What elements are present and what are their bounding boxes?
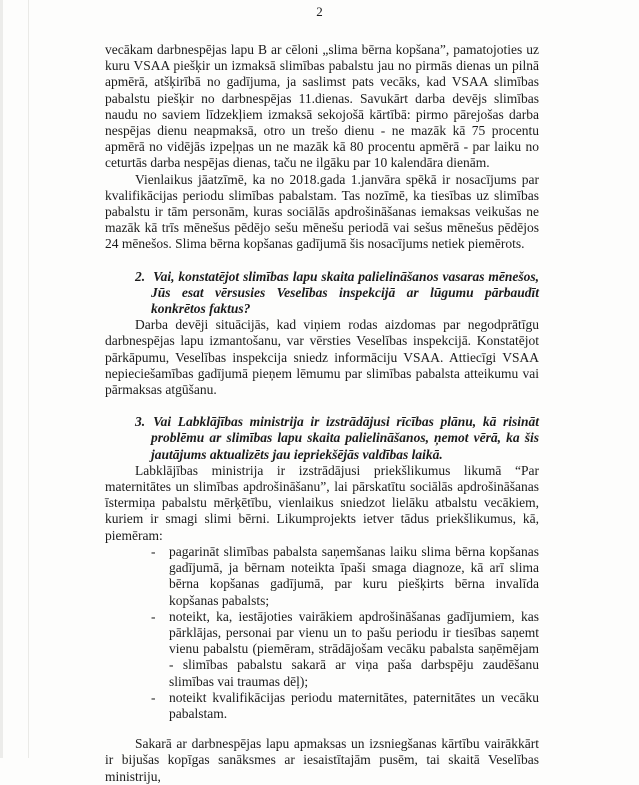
question-2-text: Vai, konstatējot slimības lapu skaita palielināšanos vasaras mēnešos, Jūs esat vērsusies Veselības inspekcijā ar lūgumu pārbaudīt konkrētos faktus? xyxy=(151,268,539,317)
paragraph-continuation: vecākam darbnespējas lapu B ar cēloni „slima bērna kopšana”, pamatojoties uz kuru VSAA piešķir un izmaksā slimības pabalstu jau no pirmās dienas un pilnā apmērā, atšķirībā no gadījuma, ja saslimst pats vecāks, kad VSAA slimības pabalstu piešķir no darbnespējas 11.dienas. Savukārt darba devējs slimības naudu no saviem līdzekļiem izmaksā sekojošā kārtībā: pirmo pārejošas darba nespējas dienu neapmaksā, otro un trešo dienu - ne mazāk kā 75 procentu apmērā no vidējās izpeļņas un ne mazāk kā 80 procentu apmērā - par laiku no ceturtās darba nespējas dienas, taču ne ilgāku par 10 kalendāra dienām. xyxy=(105,42,539,171)
question-heading-3 xyxy=(105,414,539,463)
paragraph-closing: Sakarā ar darbnespējas lapu apmaksas un izsniegšanas kārtību vairākkārt ir bijušas kopīgas sanāksmes ar iesaistītajām pusēm, tai skaitā Veselības ministriju, xyxy=(105,736,539,784)
question-heading-2 xyxy=(105,269,539,318)
list-item xyxy=(105,609,539,690)
document-body xyxy=(105,42,539,785)
question-3-number: 3. xyxy=(135,414,146,430)
dash-marker: - xyxy=(151,608,156,624)
list-item-text: noteikt kvalifikācijas periodu maternitātes, paternitātes un vecāku pabalstam. xyxy=(169,689,539,721)
question-3-text: Vai Labklājības ministrija ir izstrādājusi rīcības plānu, kā risināt problēmu ar slimības lapu skaita palielināšanos, ņemot vērā, ka šis jautājums aktualizēts jau iepriekšējās valdības laikā. xyxy=(151,414,539,462)
paragraph-answer-2: Darba devēji situācijās, kad viņiem rodas aizdomas par negodprātīgu darbnespējas lapu izmantošanu, var vērsties Veselības inspekcijā. Konstatējot pārkāpumu, Veselības inspekcija sniedz informāciju VSAA. Attiecīgi VSAA nepieciešamības gadījumā pieņem lēmumu par slimības pabalsta atteikumu vai pārmaksas atgūšanu. xyxy=(105,317,539,398)
list-item-text: pagarināt slimības pabalsta saņemšanas laiku slima bērna kopšanas gadījumā, ja bērnam noteikta īpaši smaga diagnoze, kā arī slima bērna kopšanas gadījumā, par kuru piešķirts bērna invalīda kopšanas pabalsts; xyxy=(169,543,539,608)
list-item xyxy=(105,544,539,609)
paragraph-qualification-period: Vienlaikus jāatzīmē, ka no 2018.gada 1.janvāra spēkā ir nosacījums par kvalifikācijas periodu slimības pabalstam. Tas nozīmē, ka tiesības uz slimības pabalstu ir tām personām, kuras sociālās apdrošināšanas iemaksas veikušas ne mazāk kā trīs mēnešus pēdējo sešu mēnešu periodā vai sešus mēnešus pēdējos 24 mēnešos. Slima bērna kopšanas gadījumā šis nosacījums netiek piemērots. xyxy=(105,171,539,252)
list-item-text: noteikt, ka, iestājoties vairākiem apdrošināšanas gadījumiem, kas pārklājas, personai par vienu un to pašu periodu ir tiesības saņemt vienu pabalstu (piemēram, strādājošam vecāku pabalsta saņēmējam - slimības pabalstu sakarā ar viņa paša darbspēju zaudēšanu slimības vai traumas dēļ); xyxy=(169,608,539,689)
dash-marker: - xyxy=(151,689,156,705)
dash-marker: - xyxy=(151,543,156,559)
list-item xyxy=(105,690,539,722)
scan-edge-band xyxy=(0,0,3,758)
question-2-number: 2. xyxy=(135,268,146,284)
page-number: 2 xyxy=(316,4,323,19)
paragraph-answer-3: Labklājības ministrija ir izstrādājusi priekšlikumus likumā “Par maternitātes un slimības apdrošināšanu”, lai pārskatītu sociālās apdrošināšanas īstermiņa pabalstu mērķētību, vienlaikus sniedzot lielāku atbalstu vecākiem, kuriem ir smagi slimi bērni. Likumprojekts ietver tādus priekšlikumus, kā, piemēram: xyxy=(105,462,539,543)
scan-edge-line xyxy=(28,0,29,758)
bullet-list xyxy=(105,544,539,722)
